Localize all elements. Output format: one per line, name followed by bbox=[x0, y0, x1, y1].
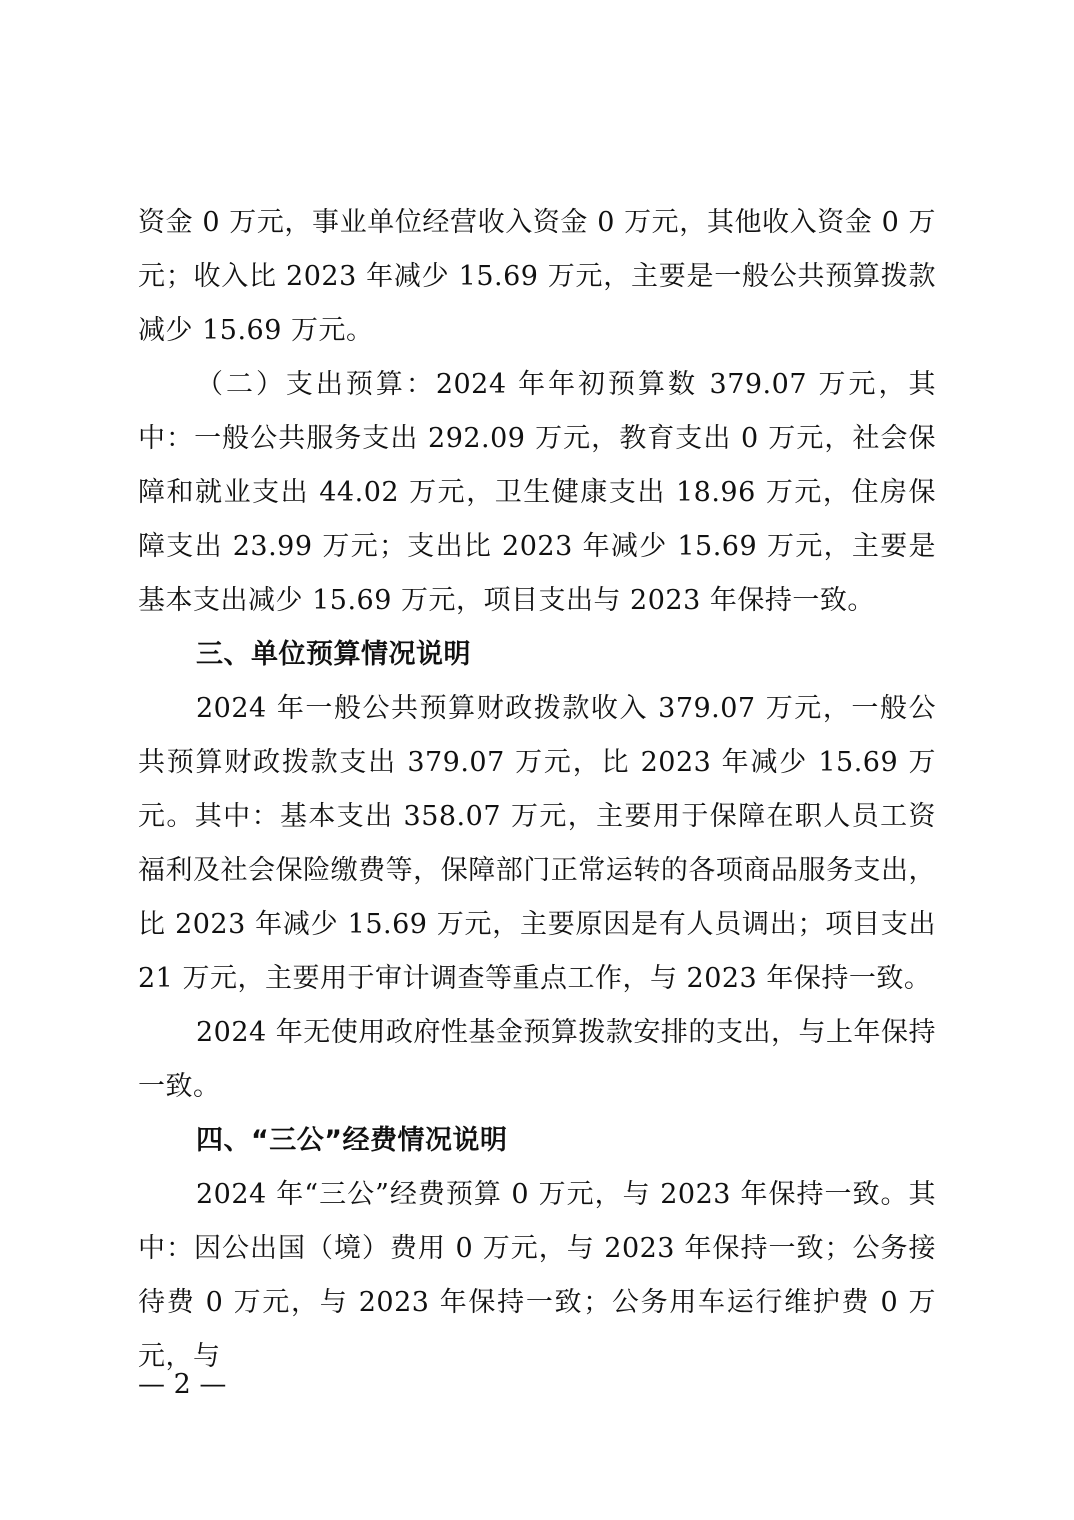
paragraph-expenditure-budget: （二）支出预算：2024 年年初预算数 379.07 万元，其中：一般公共服务支出 292.09 万元，教育支出 0 万元，社会保障和就业支出 44.02 万元，卫生健康支出 18.96 万元，住房保障支出 23.99 万元；支出比 2023 年减少 15.69 万元，主要是基本支出减少 15.69 万元，项目支出与 2023 年保持一致。 bbox=[138, 369, 936, 616]
paragraph-three-public-expenses: 2024 年“三公”经费预算 0 万元，与 2023 年保持一致。其中：因公出国（境）费用 0 万元，与 2023 年保持一致；公务接待费 0 万元，与 2023 年保持一致；公务用车运行维护费 0 万元，与 bbox=[138, 1179, 936, 1372]
section-heading-unit-budget: 三、单位预算情况说明 bbox=[196, 639, 471, 670]
paragraph-general-budget: 2024 年一般公共预算财政拨款收入 379.07 万元，一般公共预算财政拨款支出 379.07 万元，比 2023 年减少 15.69 万元。其中：基本支出 358.07 万元，主要用于保障在职人员工资福利及社会保险缴费等，保障部门正常运转的各项商品服务支出，比 2023 年减少 15.69 万元，主要原因是有人员调出；项目支出 21 万元，主要用于审计调查等重点工作，与 2023 年保持一致。 bbox=[138, 693, 936, 994]
section-heading-three-public: 四、“三公”经费情况说明 bbox=[196, 1125, 508, 1156]
paragraph-income-continued: 资金 0 万元，事业单位经营收入资金 0 万元，其他收入资金 0 万元；收入比 2023 年减少 15.69 万元，主要是一般公共预算拨款减少 15.69 万元。 bbox=[138, 207, 936, 346]
paragraph-government-fund: 2024 年无使用政府性基金预算拨款安排的支出，与上年保持一致。 bbox=[138, 1017, 936, 1102]
document-body bbox=[138, 196, 936, 1384]
page-number: — 2 — bbox=[138, 1369, 227, 1400]
